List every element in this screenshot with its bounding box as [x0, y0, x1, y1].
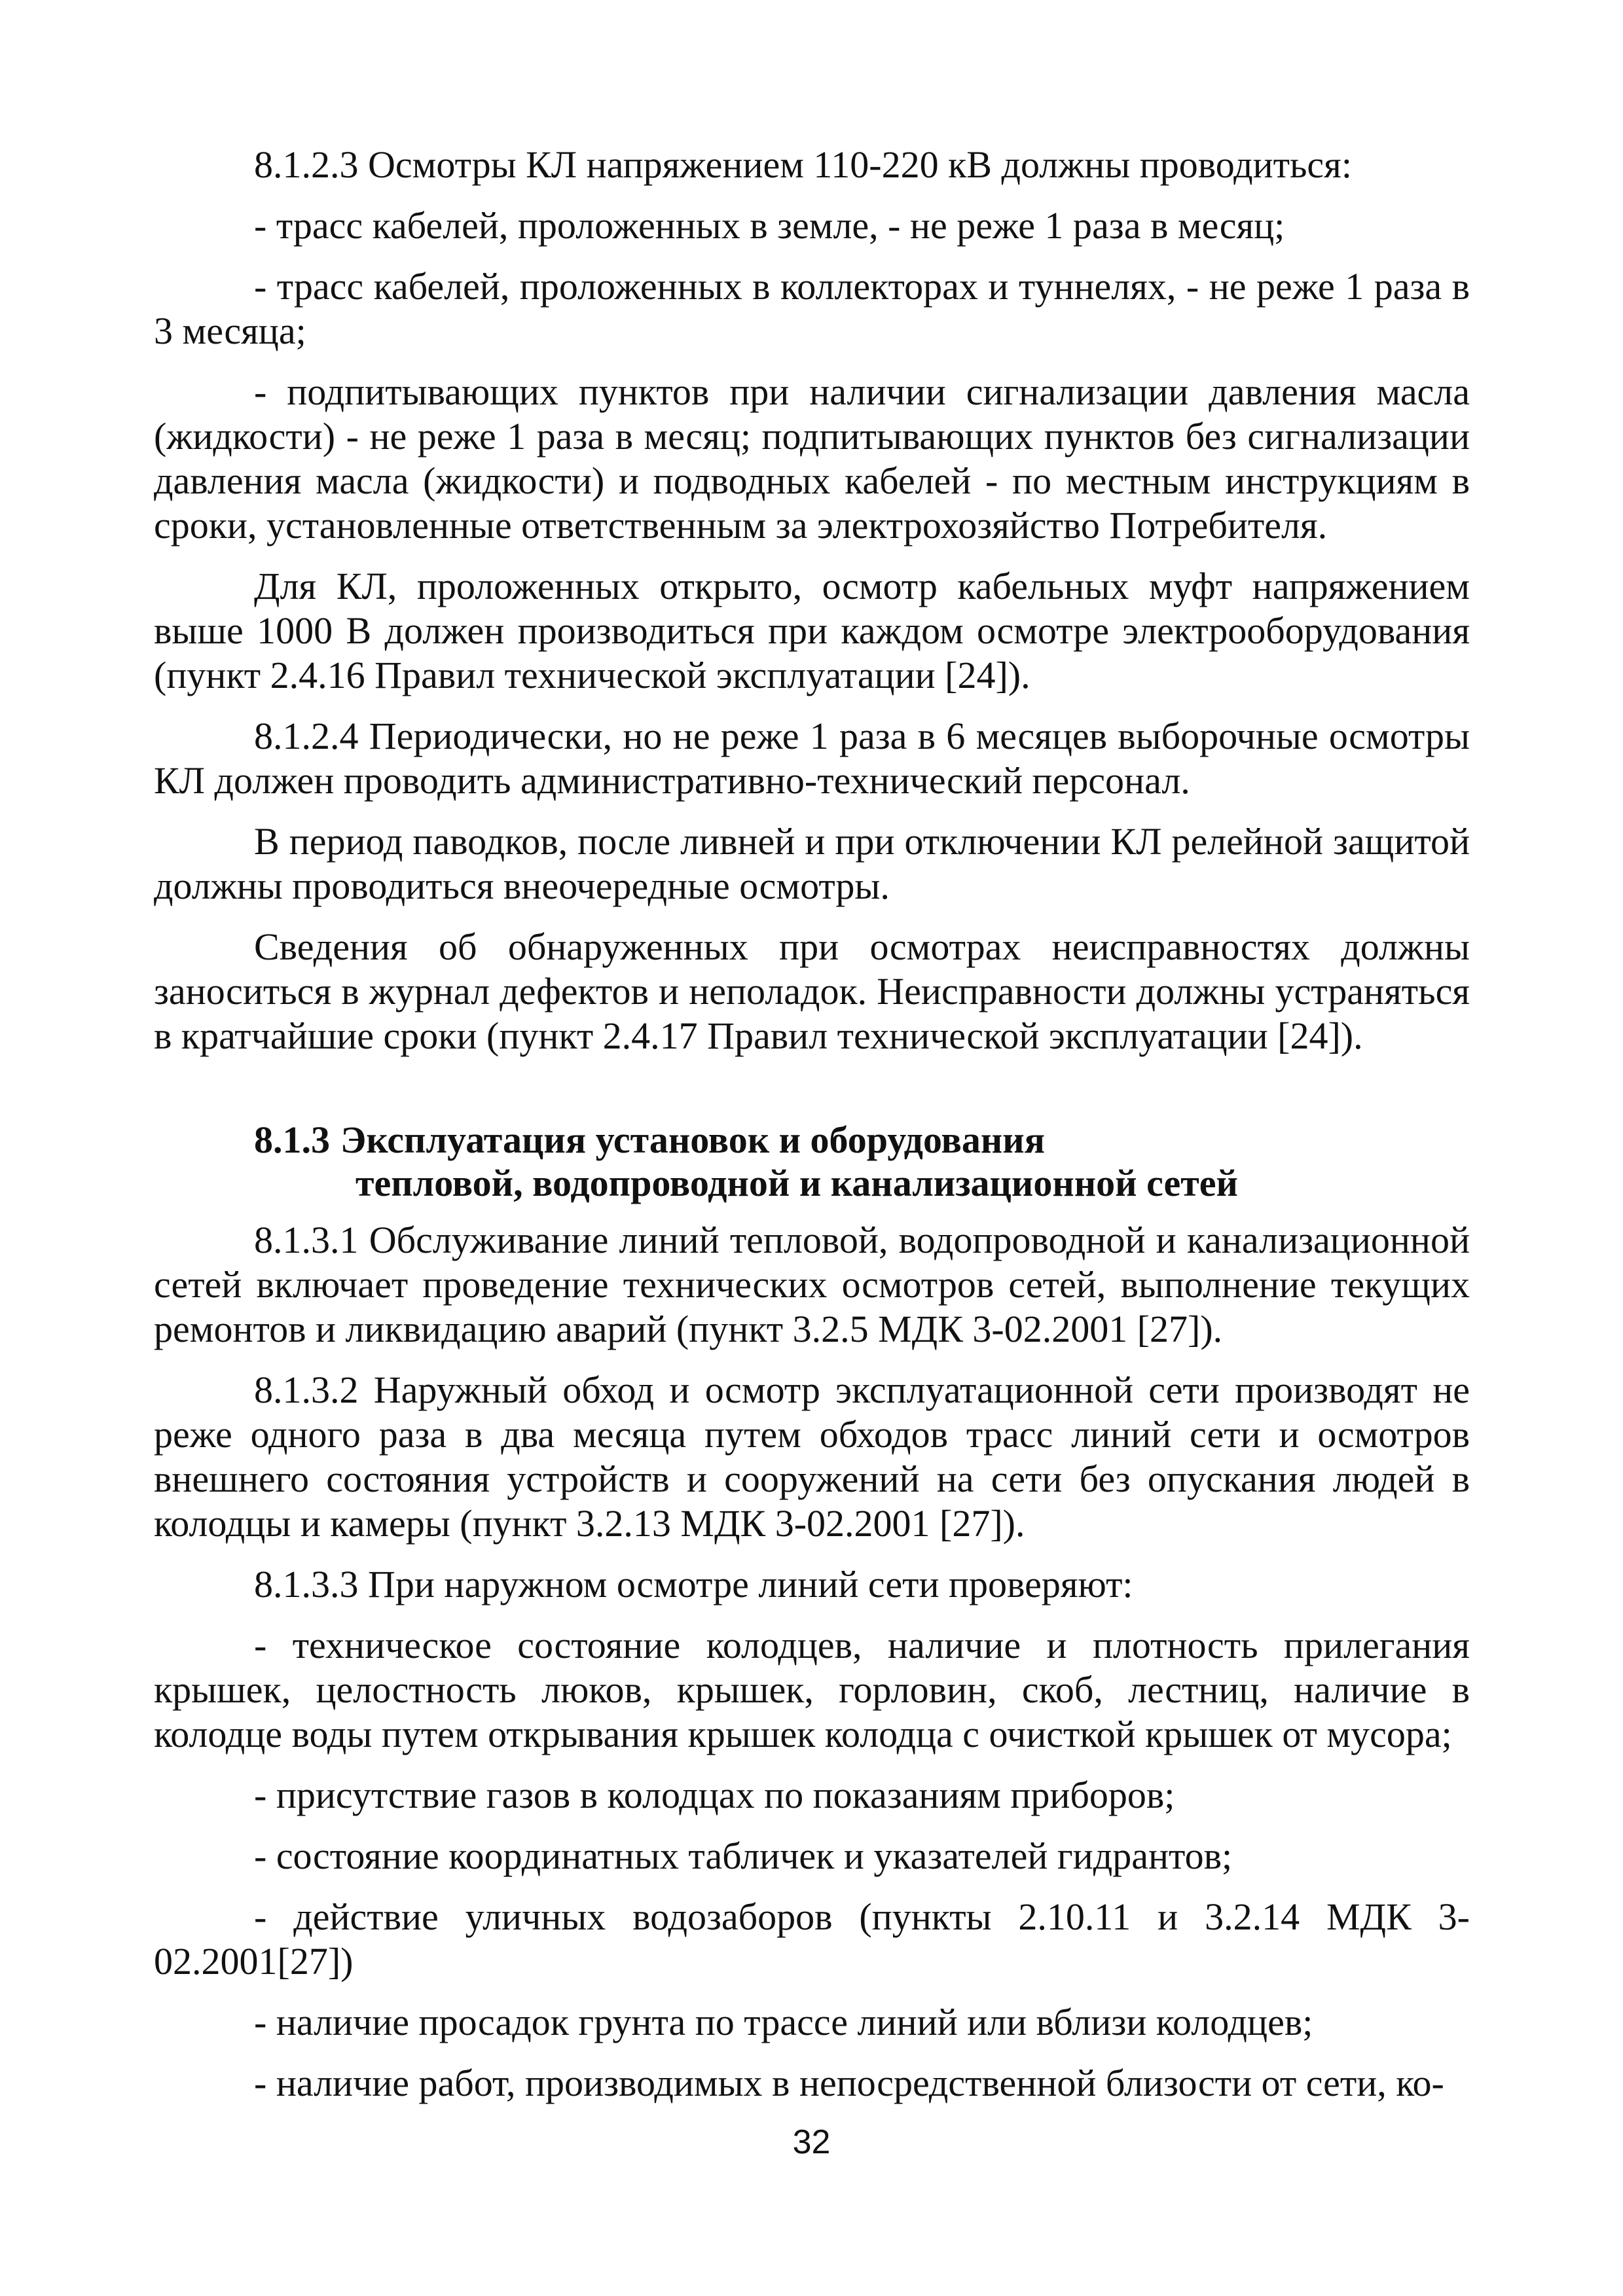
paragraph-8-1-3-1: 8.1.3.1 Обслуживание линий тепловой, водопроводной и канализационной сетей включает проведение технических осмотров сетей, выполнение текущих ремонтов и ликвидацию аварий (пункт 3.2.5 МДК 3-02.2001 [27]).: [154, 1219, 1470, 1350]
page-body: [154, 143, 1470, 2122]
list-item: - состояние координатных табличек и указателей гидрантов;: [254, 1835, 1233, 1877]
section-heading-line1: [154, 1119, 1470, 1162]
section-number: 8.1.3: [254, 1119, 330, 1161]
section-title-part1: Эксплуатация установок и оборудования: [340, 1119, 1046, 1161]
paragraph-8-1-2-4: 8.1.2.4 Периодически, но не реже 1 раза в 6 месяцев выборочные осмотры КЛ должен проводить административно-технический персонал.: [154, 715, 1470, 802]
paragraph-8-1-3-3: 8.1.3.3 При наружном осмотре линий сети проверяют:: [254, 1563, 1133, 1605]
list-item: - трасс кабелей, проложенных в коллекторах и туннелях, - не реже 1 раза в 3 месяца;: [154, 265, 1470, 352]
paragraph-defect-records: Сведения об обнаруженных при осмотрах неисправностях должны заноситься в журнал дефектов и неполадок. Неисправности должны устраняться в кратчайшие сроки (пункт 2.4.17 Правил технической эксплуатации [24]).: [154, 925, 1470, 1057]
list-item: - действие уличных водозаборов (пункты 2.10.11 и 3.2.14 МДК 3-02.2001[27]): [154, 1895, 1470, 1982]
section-title-part2: тепловой, водопроводной и канализационной сетей: [356, 1162, 1238, 1204]
list-item: - наличие просадок грунта по трассе линий или вблизи колодцев;: [254, 2001, 1313, 2043]
paragraph-8-1-2-3: 8.1.2.3 Осмотры КЛ напряжением 110-220 кВ должны проводиться:: [254, 143, 1352, 186]
list-item: - присутствие газов в колодцах по показаниям приборов;: [254, 1774, 1175, 1816]
section-heading-8-1-3: [154, 1119, 1470, 1205]
list-item: - подпитывающих пунктов при наличии сигнализации давления масла (жидкости) - не реже 1 раза в месяц; подпитывающих пунктов без сигнализации давления масла (жидкости) и подводных кабелей - по местным инструкциям в сроки, установленные ответственным за электрохозяйство Потребителя.: [154, 370, 1470, 547]
paragraph-flood-period: В период паводков, после ливней и при отключении КЛ релейной защитой должны проводиться внеочередные осмотры.: [154, 820, 1470, 907]
paragraph-8-1-3-2: 8.1.3.2 Наружный обход и осмотр эксплуатационной сети производят не реже одного раза в два месяца путем обходов трасс линий сети и осмотров внешнего состояния устройств и сооружений на сети без опускания людей в колодцы и камеры (пункт 3.2.13 МДК 3-02.2001 [27]).: [154, 1369, 1470, 1545]
page-number: 32: [792, 2123, 831, 2161]
paragraph-open-cables: Для КЛ, проложенных открыто, осмотр кабельных муфт напряжением выше 1000 В должен производиться при каждом осмотре электрооборудования (пункт 2.4.16 Правил технической эксплуатации [24]).: [154, 565, 1470, 696]
list-item: - техническое состояние колодцев, наличие и плотность прилегания крышек, целостность люков, крышек, горловин, скоб, лестниц, наличие в колодце воды путем открывания крышек колодца с очисткой крышек от мусора;: [154, 1624, 1470, 1755]
list-item: - трасс кабелей, проложенных в земле, - не реже 1 раза в месяц;: [254, 204, 1285, 247]
list-item: - наличие работ, производимых в непосредственной близости от сети, ко-: [254, 2062, 1444, 2104]
